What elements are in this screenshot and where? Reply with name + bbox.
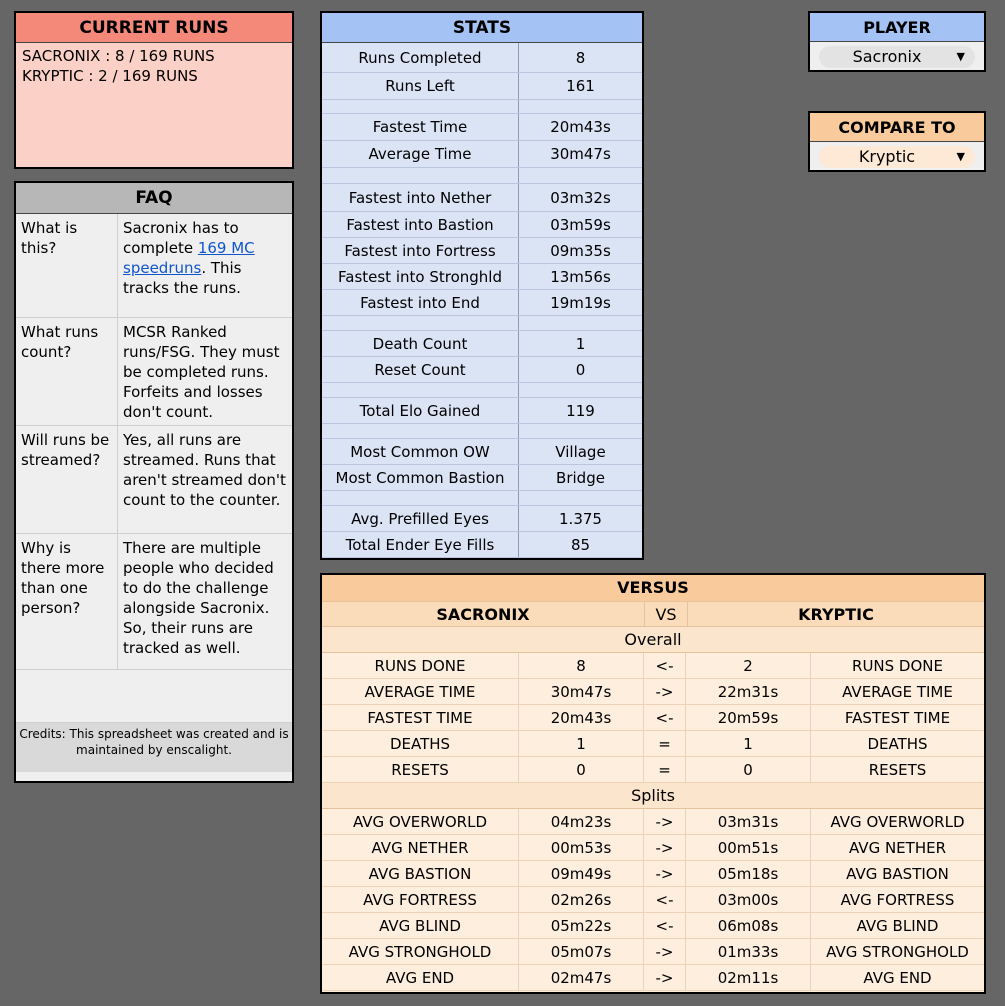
versus-row — [322, 653, 984, 679]
stat-value — [519, 424, 642, 438]
versus-compare-arrow: = — [644, 757, 686, 782]
versus-left-value: 02m47s — [519, 965, 644, 990]
versus-right-label: AVERAGE TIME — [842, 683, 953, 701]
stat-value: 20m43s — [550, 118, 611, 136]
current-runs-line: KRYPTIC : 2 / 169 RUNS — [22, 67, 198, 85]
versus-compare-arrow: -> — [644, 965, 686, 990]
overall-table — [322, 653, 984, 783]
versus-right-value: 03m31s — [686, 809, 811, 834]
overall-section-label: Overall — [322, 627, 984, 653]
stat-label: Reset Count — [322, 357, 519, 382]
stat-row — [322, 264, 642, 290]
versus-names-row — [322, 601, 984, 627]
versus-compare-arrow: <- — [644, 705, 686, 730]
stats-panel — [320, 11, 644, 560]
stat-spacer-row — [322, 316, 642, 331]
stat-value: 0 — [575, 361, 586, 379]
stat-spacer-row — [322, 168, 642, 184]
stat-row — [322, 212, 642, 238]
faq-answer: Yes, all runs are streamed. Runs that aren't streamed don't count to the counter. — [123, 431, 286, 509]
stat-value: 03m32s — [550, 189, 611, 207]
stat-value: 19m19s — [550, 294, 611, 312]
stat-spacer-row — [322, 491, 642, 506]
versus-left-label: AVG STRONGHOLD — [322, 939, 519, 964]
stat-label: Fastest into Bastion — [322, 212, 519, 237]
faq-question: What runs count? — [16, 318, 118, 425]
splits-table — [322, 809, 984, 991]
stat-value: Village — [555, 443, 606, 461]
versus-right-value: 05m18s — [686, 861, 811, 886]
versus-right-value: 2 — [686, 653, 811, 678]
versus-left-label: AVG NETHER — [322, 835, 519, 860]
stat-spacer-row — [322, 383, 642, 398]
stat-label: Runs Left — [322, 73, 519, 99]
stat-row — [322, 398, 642, 424]
versus-right-value: 01m33s — [686, 939, 811, 964]
versus-right-value: 00m51s — [686, 835, 811, 860]
stat-row — [322, 73, 642, 100]
compare-panel — [808, 111, 986, 172]
splits-section-label: Splits — [322, 783, 984, 809]
versus-compare-arrow: = — [644, 731, 686, 756]
versus-compare-arrow: <- — [644, 653, 686, 678]
versus-compare-arrow: -> — [644, 809, 686, 834]
stat-row — [322, 238, 642, 264]
player-dropdown[interactable] — [819, 46, 975, 68]
versus-right-label: AVG STRONGHOLD — [826, 943, 969, 961]
current-runs-panel — [14, 11, 294, 169]
stat-value: 03m59s — [550, 216, 611, 234]
stat-row — [322, 43, 642, 73]
faq-row — [16, 214, 292, 318]
stat-label: Fastest into Fortress — [322, 238, 519, 263]
versus-left-value: 30m47s — [519, 679, 644, 704]
versus-left-label: RESETS — [322, 757, 519, 782]
faq-answer-text: Sacronix has to complete — [123, 219, 239, 257]
stat-value: 13m56s — [550, 268, 611, 286]
versus-left-label: AVG BLIND — [322, 913, 519, 938]
stat-row — [322, 141, 642, 168]
faq-answer-text: . This tracks the runs. — [123, 259, 242, 297]
versus-row — [322, 757, 984, 783]
versus-row — [322, 861, 984, 887]
versus-left-label: AVG END — [322, 965, 519, 990]
stat-value — [519, 168, 642, 183]
versus-left-value: 0 — [519, 757, 644, 782]
faq-question: Why is there more than one person? — [16, 534, 118, 669]
versus-left-value: 05m22s — [519, 913, 644, 938]
stat-label: Death Count — [322, 331, 519, 356]
stat-value: 8 — [575, 49, 586, 67]
dropdown-caret-icon: ▼ — [956, 150, 965, 163]
versus-left-value: 04m23s — [519, 809, 644, 834]
versus-row — [322, 887, 984, 913]
faq-row — [16, 318, 292, 426]
stat-row — [322, 114, 642, 141]
stat-value: 1.375 — [559, 510, 602, 528]
versus-right-value: 03m00s — [686, 887, 811, 912]
stat-label: Fastest into Nether — [322, 184, 519, 211]
stat-value: 119 — [566, 402, 595, 420]
stat-label: Fastest into Stronghld — [322, 264, 519, 289]
stat-label: Most Common OW — [322, 439, 519, 464]
stat-row — [322, 331, 642, 357]
stat-label: Avg. Prefilled Eyes — [322, 506, 519, 531]
versus-row — [322, 965, 984, 991]
stat-label — [322, 100, 519, 113]
versus-left-value: 1 — [519, 731, 644, 756]
stat-label — [322, 424, 519, 438]
faq-row — [16, 534, 292, 670]
faq-answer — [118, 214, 292, 317]
versus-left-label: FASTEST TIME — [322, 705, 519, 730]
versus-title: VERSUS — [322, 575, 984, 601]
versus-row — [322, 679, 984, 705]
stat-row — [322, 465, 642, 491]
current-runs-line: SACRONIX : 8 / 169 RUNS — [22, 47, 215, 65]
player-panel — [808, 11, 986, 72]
versus-left-value: 02m26s — [519, 887, 644, 912]
stat-spacer-row — [322, 100, 642, 114]
versus-right-label: AVG FORTRESS — [840, 891, 955, 909]
versus-right-label: AVG END — [863, 969, 932, 987]
faq-answer: MCSR Ranked runs/FSG. They must be completed runs. Forfeits and losses don't count. — [123, 323, 280, 421]
right-player-name: KRYPTIC — [798, 605, 874, 624]
stat-value: Bridge — [556, 469, 605, 487]
versus-right-label: AVG BASTION — [846, 865, 949, 883]
stat-value: 1 — [575, 335, 586, 353]
versus-left-label: AVG OVERWORLD — [322, 809, 519, 834]
versus-right-value: 22m31s — [686, 679, 811, 704]
stat-row — [322, 357, 642, 383]
versus-row — [322, 939, 984, 965]
stat-label: Total Elo Gained — [322, 398, 519, 423]
versus-left-label: AVG BASTION — [322, 861, 519, 886]
compare-dropdown[interactable] — [819, 146, 975, 168]
versus-row — [322, 705, 984, 731]
compare-selected: Kryptic — [858, 147, 916, 166]
stat-label: Most Common Bastion — [322, 465, 519, 490]
faq-empty-row — [16, 670, 292, 723]
stat-label: Fastest Time — [322, 114, 519, 140]
stat-row — [322, 439, 642, 465]
stat-value — [519, 100, 642, 113]
left-player-name: SACRONIX — [322, 602, 645, 626]
vs-label: VS — [645, 602, 688, 626]
stat-value — [519, 383, 642, 397]
versus-compare-arrow: -> — [644, 679, 686, 704]
versus-compare-arrow: -> — [644, 861, 686, 886]
versus-compare-arrow: -> — [644, 835, 686, 860]
faq-question: What is this? — [16, 214, 118, 317]
versus-compare-arrow: <- — [644, 887, 686, 912]
stat-label — [322, 168, 519, 183]
versus-right-label: AVG BLIND — [856, 917, 939, 935]
versus-left-label: AVERAGE TIME — [322, 679, 519, 704]
faq-answer: There are multiple people who decided to do the challenge alongside Sacronix. So, their runs are tracked as well. — [123, 539, 274, 657]
versus-right-label: RUNS DONE — [852, 657, 943, 675]
versus-right-value: 02m11s — [686, 965, 811, 990]
dropdown-caret-icon: ▼ — [956, 50, 965, 63]
versus-left-label: DEATHS — [322, 731, 519, 756]
stat-label: Runs Completed — [322, 43, 519, 72]
versus-left-value: 09m49s — [519, 861, 644, 886]
versus-row — [322, 809, 984, 835]
stat-value: 161 — [566, 77, 595, 95]
versus-panel — [320, 573, 986, 994]
credits-text: Credits: This spreadsheet was created and is maintained by enscalight. — [16, 723, 292, 772]
versus-right-label: RESETS — [868, 761, 927, 779]
stat-value — [519, 316, 642, 330]
stat-row — [322, 532, 642, 558]
faq-title: FAQ — [16, 183, 292, 214]
versus-right-label: AVG NETHER — [849, 839, 946, 857]
versus-left-label: AVG FORTRESS — [322, 887, 519, 912]
versus-right-label: AVG OVERWORLD — [830, 813, 965, 831]
stat-label — [322, 316, 519, 330]
stat-label: Fastest into End — [322, 290, 519, 315]
compare-title: COMPARE TO — [810, 113, 984, 142]
player-selected: Sacronix — [852, 47, 922, 66]
player-title: PLAYER — [810, 13, 984, 42]
stat-label — [322, 491, 519, 505]
stat-value: 30m47s — [550, 145, 611, 163]
versus-left-label: RUNS DONE — [322, 653, 519, 678]
speedruns-link[interactable]: 169 MC speedruns — [123, 239, 255, 277]
versus-compare-arrow: <- — [644, 913, 686, 938]
stats-table — [322, 43, 642, 558]
versus-right-value: 06m08s — [686, 913, 811, 938]
versus-row — [322, 913, 984, 939]
stats-title: STATS — [322, 13, 642, 43]
versus-left-value: 8 — [519, 653, 644, 678]
stat-label — [322, 383, 519, 397]
versus-left-value: 05m07s — [519, 939, 644, 964]
stat-row — [322, 184, 642, 212]
stat-spacer-row — [322, 424, 642, 439]
stat-value: 09m35s — [550, 242, 611, 260]
versus-right-value: 0 — [686, 757, 811, 782]
versus-right-value: 1 — [686, 731, 811, 756]
faq-panel — [14, 181, 294, 783]
stat-value: 85 — [570, 536, 591, 554]
stat-label: Average Time — [322, 141, 519, 167]
versus-row — [322, 731, 984, 757]
current-runs-title: CURRENT RUNS — [16, 13, 292, 43]
versus-right-label: DEATHS — [867, 735, 928, 753]
stat-row — [322, 290, 642, 316]
faq-row — [16, 426, 292, 534]
versus-right-value: 20m59s — [686, 705, 811, 730]
stat-label: Total Ender Eye Fills — [322, 532, 519, 557]
versus-left-value: 00m53s — [519, 835, 644, 860]
versus-compare-arrow: -> — [644, 939, 686, 964]
faq-question: Will runs be streamed? — [16, 426, 118, 533]
versus-right-label: FASTEST TIME — [844, 709, 951, 727]
versus-left-value: 20m43s — [519, 705, 644, 730]
stat-value — [519, 491, 642, 505]
stat-row — [322, 506, 642, 532]
versus-row — [322, 835, 984, 861]
